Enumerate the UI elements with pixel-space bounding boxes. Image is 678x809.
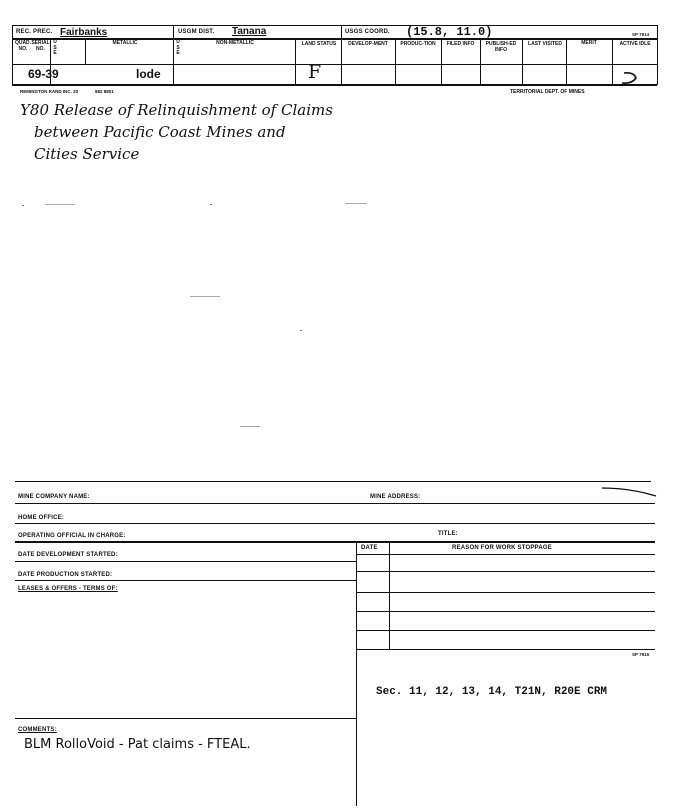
- table-rule: [356, 611, 655, 612]
- table-date-divider: [389, 541, 390, 649]
- col-divider: [657, 25, 658, 85]
- rule-prod-started: [15, 580, 356, 581]
- col-filed-info: FILED INFO: [446, 41, 475, 47]
- col-divider: [566, 38, 567, 85]
- scan-speck: [210, 204, 212, 205]
- note-line-1: Y80 Release of Relinquishment of Claims: [20, 101, 333, 119]
- col-divider: [295, 38, 296, 85]
- date-col-label: DATE: [361, 545, 378, 551]
- col-divider: [395, 38, 396, 85]
- col-land-status: LAND STATUS: [301, 41, 337, 47]
- scan-speck: [22, 205, 24, 206]
- handwritten-notes: [20, 100, 380, 180]
- metallic-value: lode: [136, 67, 161, 81]
- table-left-border: [356, 541, 357, 806]
- rule-company-bottom: [15, 503, 655, 504]
- mine-address-label: MINE ADDRESS:: [370, 494, 421, 500]
- col-divider: [612, 38, 613, 85]
- table-rule: [356, 649, 655, 650]
- location-value: Sec. 11, 12, 13, 14, T21N, R20E CRM: [376, 686, 608, 698]
- header-top-rule: [12, 25, 657, 26]
- col-divider: [522, 38, 523, 85]
- header-rule-3: [12, 84, 657, 86]
- col-divider: [441, 38, 442, 85]
- table-rule: [356, 592, 655, 593]
- note-line-2: between Pacific Coast Mines and: [34, 123, 286, 141]
- col-development: DEVELOP-MENT: [348, 41, 388, 47]
- rule-official: [15, 541, 655, 543]
- form-code-2: SP 7915: [632, 652, 650, 657]
- form-code: SP 7914: [632, 32, 650, 37]
- note-line-3: Cities Service: [34, 145, 140, 163]
- table-rule: [356, 571, 655, 572]
- col-quad-no: QUAD. NO.: [14, 40, 32, 52]
- header-rule-2: [12, 64, 657, 65]
- department: TERRITORIAL DEPT. OF MINES: [510, 89, 585, 95]
- table-rule: [356, 554, 655, 555]
- table-rule: [356, 630, 655, 631]
- prod-started-label: DATE PRODUCTION STARTED:: [18, 572, 113, 578]
- printer-line: REMINGTON RAND INC. 20: [20, 89, 79, 94]
- comments-label: COMMENTS:: [18, 727, 57, 733]
- rule-company-top: [15, 481, 651, 482]
- col-divider: [341, 25, 342, 85]
- comments-value: BLM RolloVoid - Pat claims - FTEAL.: [24, 737, 251, 752]
- col-divider: [173, 25, 174, 85]
- col-last-visited: LAST VISITED: [528, 41, 562, 47]
- dev-started-label: DATE DEVELOPMENT STARTED:: [18, 552, 118, 558]
- reason-col-label: REASON FOR WORK STOPPAGE: [452, 545, 552, 551]
- land-status-value: F: [308, 61, 322, 83]
- mine-company-name-label: MINE COMPANY NAME:: [18, 494, 90, 500]
- col-metallic: METALLIC: [112, 40, 138, 46]
- col-published-info: PUBLISH-ED INFO: [485, 41, 517, 53]
- scan-speck: [45, 204, 75, 205]
- col-divider: [85, 38, 86, 65]
- header-rule-1: [12, 38, 657, 40]
- quad-serial-value: 69-39: [28, 67, 59, 81]
- scan-speck: [190, 296, 220, 297]
- scan-speck: [300, 330, 302, 331]
- rec-prec-value: Fairbanks: [60, 27, 108, 38]
- col-divider: [12, 25, 13, 85]
- col-divider: [480, 38, 481, 85]
- col-merit: MERIT: [581, 40, 597, 46]
- scan-speck: [240, 426, 260, 427]
- scan-speck: [345, 203, 367, 204]
- usgm-dist-label: USGM DIST.: [178, 29, 215, 35]
- rule-comments: [15, 718, 356, 719]
- usgm-dist-value: Tanana: [232, 26, 267, 37]
- pen-stroke: [600, 482, 660, 500]
- col-non-metallic: NON-METALLIC: [216, 40, 254, 46]
- printer-codes: 882 8801: [95, 89, 114, 94]
- active-idle-mark: [620, 70, 646, 86]
- col-use-nonmetallic: U S E: [176, 39, 180, 56]
- col-use-metallic: U S E: [53, 39, 57, 56]
- col-serial-no: SERIAL NO.: [31, 40, 50, 52]
- leases-label: LEASES & OFFERS - TERMS OF:: [18, 586, 118, 592]
- rec-prec-label: REC. PREC.: [16, 29, 53, 35]
- col-production: PRODUC-TION: [400, 41, 436, 47]
- operating-official-label: OPERATING OFFICIAL IN CHARGE:: [18, 533, 126, 539]
- rule-dev-started: [15, 561, 356, 562]
- usgs-coord-value: (15.8, 11.0): [406, 25, 493, 39]
- home-office-label: HOME OFFICE:: [18, 515, 65, 521]
- col-active-idle: ACTIVE IDLE: [619, 41, 651, 47]
- rule-home-office: [15, 523, 655, 524]
- title-label: TITLE:: [438, 531, 458, 537]
- usgs-coord-label: USGS COORD.: [345, 29, 390, 35]
